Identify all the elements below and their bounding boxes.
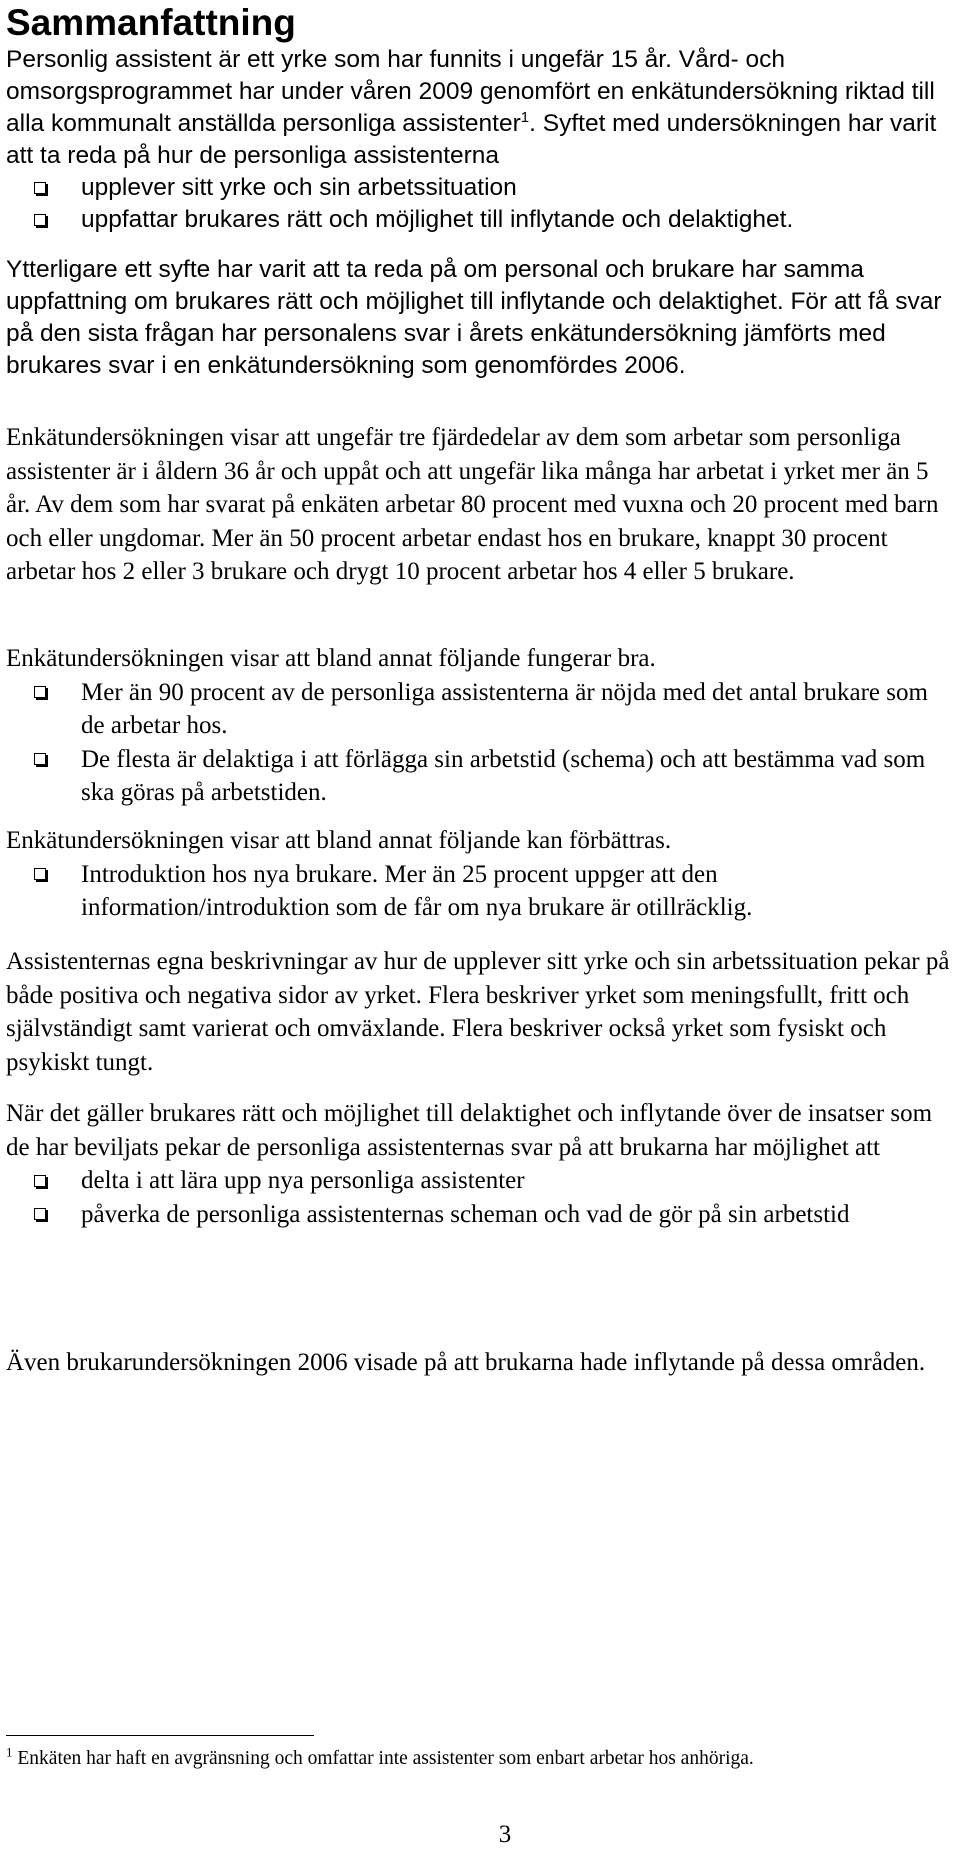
list-item: Introduktion hos nya brukare. Mer än 25 procent uppger att den information/introduktion som de får om nya brukare är otillräcklig. — [6, 858, 956, 925]
brukar-2006-paragraph: Även brukarundersökningen 2006 visade på att brukarna hade inflytande på dessa områden. — [6, 1349, 926, 1376]
footnote-mark: 1 — [6, 1744, 13, 1760]
page-title: Sammanfattning — [6, 2, 296, 43]
checkbox-bullet-icon — [34, 686, 46, 698]
intro-text-b: . Syftet med undersökningen har varit att ta reda på hur de personliga assistenterna — [6, 110, 937, 169]
improve-lead: Enkätundersökningen visar att bland annat följande kan förbättras. — [6, 827, 672, 854]
list-item: påverka de personliga assistenternas scheman och vad de gör på sin arbetstid — [6, 1198, 956, 1232]
checkbox-bullet-icon — [34, 868, 46, 880]
works-well-list — [6, 676, 956, 810]
intro-bullet-list — [6, 172, 956, 236]
influence-lead: När det gäller brukares rätt och möjlighet till delaktighet och inflytande över de insatser som de har beviljats pekar de personliga assistenternas svar på att brukarna har möjlighet att — [6, 1100, 933, 1161]
list-item: Mer än 90 procent av de personliga assistenterna är nöjda med det antal brukare som de arbetar hos. — [6, 676, 956, 743]
checkbox-bullet-icon — [34, 1175, 46, 1187]
list-item: upplever sitt yrke och sin arbetssituation — [6, 172, 956, 204]
footnote-reference: 1 — [520, 108, 530, 126]
page-number: 3 — [498, 1821, 512, 1848]
list-item: De flesta är delaktiga i att förlägga sin arbetstid (schema) och att bestämma vad som ska göras på arbetstiden. — [6, 743, 956, 810]
descriptions-paragraph: Assistenternas egna beskrivningar av hur de upplever sitt yrke och sin arbetssituation pekar på både positiva och negativa sidor av yrket. Flera beskriver yrket som meningsfullt, fritt och självständigt samt varierat och omväxlande. Flera beskriver också yrket som fysiskt och psykiskt tungt. — [6, 948, 950, 1076]
influence-list — [6, 1164, 956, 1231]
checkbox-bullet-icon — [34, 214, 46, 226]
checkbox-bullet-icon — [34, 182, 46, 194]
purpose-paragraph: Ytterligare ett syfte har varit att ta reda på om personal och brukare har samma uppfattning om brukares rätt och möjlighet till inflytande och delaktighet. För att få svar på den sista frågan har personalens svar i årets enkätundersökning jämförts med brukares svar i en enkätundersökning som genomfördes 2006. — [6, 256, 942, 379]
list-item: uppfattar brukares rätt och möjlighet till inflytande och delaktighet. — [6, 204, 956, 236]
results-paragraph: Enkätundersökningen visar att ungefär tre fjärdedelar av dem som arbetar som personliga assistenter är i åldern 36 år och uppåt och att ungefär lika många har arbetat i yrket mer än 5 år. Av dem som har svarat på enkäten arbetar 80 procent med vuxna och 20 procent med barn och eller ungdomar. Mer än 50 procent arbetar endast hos en brukare, knappt 30 procent arbetar hos 2 eller 3 brukare och drygt 10 procent arbetar hos 4 eller 5 brukare. — [6, 424, 939, 585]
checkbox-bullet-icon — [34, 1208, 46, 1220]
improve-section — [6, 824, 956, 925]
list-item: delta i att lära upp nya personliga assistenter — [6, 1164, 956, 1198]
influence-section — [6, 1097, 956, 1231]
footnote-divider — [6, 1735, 314, 1736]
works-well-section — [6, 642, 956, 810]
footnote — [6, 1745, 946, 1772]
intro-section — [6, 44, 956, 236]
checkbox-bullet-icon — [34, 753, 46, 765]
footnote-text: Enkäten har haft en avgränsning och omfattar inte assistenter som enbart arbetar hos anhöriga. — [12, 1748, 754, 1769]
intro-text-a: Personlig assistent är ett yrke som har funnits i ungefär 15 år. Vård- och omsorgsprogrammet har under våren 2009 genomfört en enkätundersökning riktad till alla kommunalt anställda personliga assistenter — [6, 46, 935, 137]
improve-list — [6, 858, 956, 925]
intro-paragraph — [6, 44, 956, 172]
works-well-lead: Enkätundersökningen visar att bland annat följande fungerar bra. — [6, 645, 656, 672]
